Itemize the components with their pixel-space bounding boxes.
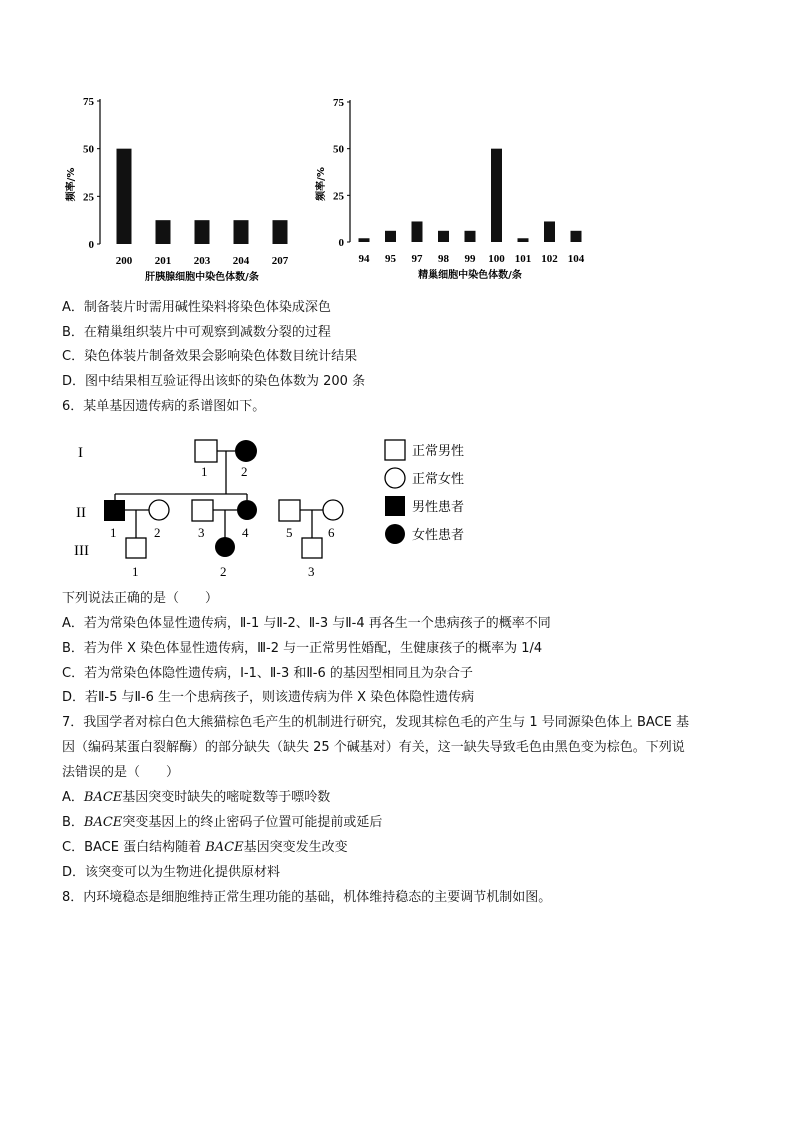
chart2-ytick-label: 0 <box>338 237 344 249</box>
chart1-bar-207 <box>273 220 288 244</box>
chart2-bar-104 <box>571 231 582 242</box>
q7-c-prefix: C．BACE 蛋白结构随着 <box>62 840 206 855</box>
q8-stem: 8．内环境稳态是细胞维持正常生理功能的基础，机体维持稳态的主要调节机制如图。 <box>62 890 552 905</box>
chart1-xtick-label: 201 <box>154 255 172 267</box>
q7-option-b <box>62 814 382 832</box>
label-iii2: 2 <box>220 564 227 579</box>
q5-option-d: D．图中结果相互验证得出该虾的染色体数为 200 条 <box>62 374 366 389</box>
chart2-xtick-label: 95 <box>385 253 396 265</box>
q6-option-c: C．若为常染色体隐性遗传病，Ⅰ-1、Ⅱ-3 和Ⅱ-6 的基因型相同且为杂合子 <box>62 666 473 681</box>
q7-stem-line1: 7．我国学者对棕白色大熊猫棕色毛产生的机制进行研究，发现其棕色毛的产生与 1 号同源染色体上 BACE 基 <box>62 715 689 730</box>
chart2-bar-94 <box>359 238 370 242</box>
chart2-xtick-label: 100 <box>488 253 505 265</box>
chart2-xtick-label: 104 <box>567 253 585 265</box>
legend-normal-male-symbol <box>385 440 405 460</box>
chart1-ytick-label: 25 <box>83 191 94 204</box>
chart1-xtick-label: 203 <box>193 255 211 267</box>
chart-right-svg <box>312 88 598 288</box>
pedigree-svg <box>60 422 480 587</box>
q7-a-gene: BACE <box>83 790 123 805</box>
individual-ii3-normal-male <box>192 500 213 521</box>
q7-c-rest: 基因突变发生改变 <box>243 840 348 855</box>
q7-option-d: D．该突变可以为生物进化提供原材料 <box>62 865 281 880</box>
chart2-x-axis-title: 精巢细胞中染色体数/条 <box>418 270 522 281</box>
chart2-ytick-label: 25 <box>333 190 344 203</box>
label-i2: 2 <box>241 464 248 479</box>
q7-a-prefix: A． <box>62 790 84 805</box>
chart2-bar-95 <box>385 231 396 242</box>
chart-left-svg <box>66 88 300 288</box>
legend-affected-male: 男性患者 <box>412 500 465 515</box>
legend-normal-female-symbol <box>385 468 405 488</box>
chart1-bar-200 <box>117 149 132 244</box>
q6-stem: 6．某单基因遗传病的系谱图如下。 <box>62 399 266 414</box>
label-ii1: 1 <box>110 525 117 540</box>
q7-stem-line2: 因（编码某蛋白裂解酶）的部分缺失（缺失 25 个碱基对）有关，这一缺失导致毛色由黑色变为棕色。下列说 <box>62 740 685 755</box>
individual-iii3-normal-male <box>302 538 322 558</box>
chart2-xtick-label: 99 <box>464 253 476 265</box>
q7-option-a <box>62 789 330 807</box>
q6-question: 下列说法正确的是（ ） <box>62 591 219 606</box>
individual-ii1-affected-male <box>104 500 125 521</box>
chart2-y-axis-title: 频率/% <box>316 167 327 201</box>
chart2-bar-100 <box>491 149 502 242</box>
label-ii2: 2 <box>154 525 161 540</box>
chart2-xtick-label: 102 <box>541 253 558 265</box>
q6-option-a: A．若为常染色体显性遗传病，Ⅱ-1 与Ⅱ-2、Ⅱ-3 与Ⅱ-4 再各生一个患病孩子的概率不同 <box>62 616 551 631</box>
individual-ii6-normal-female <box>323 500 343 520</box>
label-iii1: 1 <box>132 564 139 579</box>
q7-b-prefix: B． <box>62 815 84 830</box>
individual-iii2-affected-female <box>215 537 235 557</box>
gen-label-ii: II <box>76 505 86 521</box>
chart2-ytick-label: 75 <box>333 97 344 109</box>
chart2-bar-101 <box>518 238 529 242</box>
liver-pancreas-chromosome-chart <box>66 88 300 288</box>
pedigree-chart <box>60 422 480 587</box>
chart2-xtick-label: 98 <box>438 253 449 265</box>
chart2-bar-97 <box>412 221 423 242</box>
q7-b-rest: 突变基因上的终止密码子位置可能提前或延后 <box>122 815 383 830</box>
chart1-bar-204 <box>234 220 249 244</box>
chart2-ytick-label: 50 <box>333 143 344 156</box>
label-ii5: 5 <box>286 525 293 540</box>
q7-b-gene: BACE <box>83 815 123 830</box>
label-ii3: 3 <box>198 525 205 540</box>
chart2-bar-99 <box>465 231 476 242</box>
chart1-bar-203 <box>195 220 210 244</box>
testis-chromosome-chart <box>312 88 598 288</box>
individual-iii1-normal-male <box>126 538 146 558</box>
q6-option-b: B．若为伴 X 染色体显性遗传病，Ⅲ-2 与一正常男性婚配，生健康孩子的概率为 1/4 <box>62 641 543 656</box>
chart1-ytick-label: 50 <box>83 143 94 156</box>
chart2-xtick-label: 94 <box>358 253 370 265</box>
q5-option-c: C．染色体装片制备效果会影响染色体数目统计结果 <box>62 349 358 364</box>
individual-i2-affected-female <box>235 440 257 462</box>
individual-i1-normal-male <box>195 440 217 462</box>
label-i1: 1 <box>201 464 208 479</box>
chart1-xtick-label: 200 <box>115 255 133 267</box>
legend-normal-male: 正常男性 <box>412 444 465 459</box>
chart1-bar-201 <box>156 220 171 244</box>
chart2-xtick-label: 101 <box>514 253 532 265</box>
individual-ii4-affected-female <box>237 500 257 520</box>
gen-label-i: I <box>78 445 83 461</box>
chart1-x-axis-title: 肝胰腺细胞中染色体数/条 <box>145 272 259 283</box>
q7-option-c <box>62 839 348 857</box>
label-ii6: 6 <box>328 525 335 540</box>
chart1-y-axis-title: 频率/% <box>66 167 77 202</box>
label-ii4: 4 <box>242 525 249 540</box>
q6-option-d: D．若Ⅱ-5 与Ⅱ-6 生一个患病孩子，则该遗传病为伴 X 染色体隐性遗传病 <box>62 690 475 705</box>
legend-affected-female-symbol <box>385 524 405 544</box>
q5-option-a: A．制备装片时需用碱性染料将染色体染成深色 <box>62 300 331 315</box>
legend-affected-female: 女性患者 <box>412 528 465 543</box>
legend-affected-male-symbol <box>385 496 405 516</box>
q7-stem-line3: 法错误的是（ ） <box>62 765 180 780</box>
chart1-ytick-label: 0 <box>88 239 94 251</box>
gen-label-iii: III <box>74 543 89 559</box>
q7-c-gene: BACE <box>205 840 244 855</box>
chart2-xtick-label: 97 <box>411 253 423 265</box>
q7-a-rest: 基因突变时缺失的嘧啶数等于嘌呤数 <box>122 790 331 805</box>
individual-ii2-normal-female <box>149 500 169 520</box>
chart1-xtick-label: 204 <box>232 255 250 267</box>
chart1-ytick-label: 75 <box>83 96 94 108</box>
chart1-xtick-label: 207 <box>271 255 289 267</box>
chart2-bar-102 <box>544 221 555 242</box>
legend-normal-female: 正常女性 <box>412 472 465 487</box>
label-iii3: 3 <box>308 564 315 579</box>
chart2-bar-98 <box>438 231 449 242</box>
q5-option-b: B．在精巢组织装片中可观察到减数分裂的过程 <box>62 325 331 340</box>
individual-ii5-normal-male <box>279 500 300 521</box>
